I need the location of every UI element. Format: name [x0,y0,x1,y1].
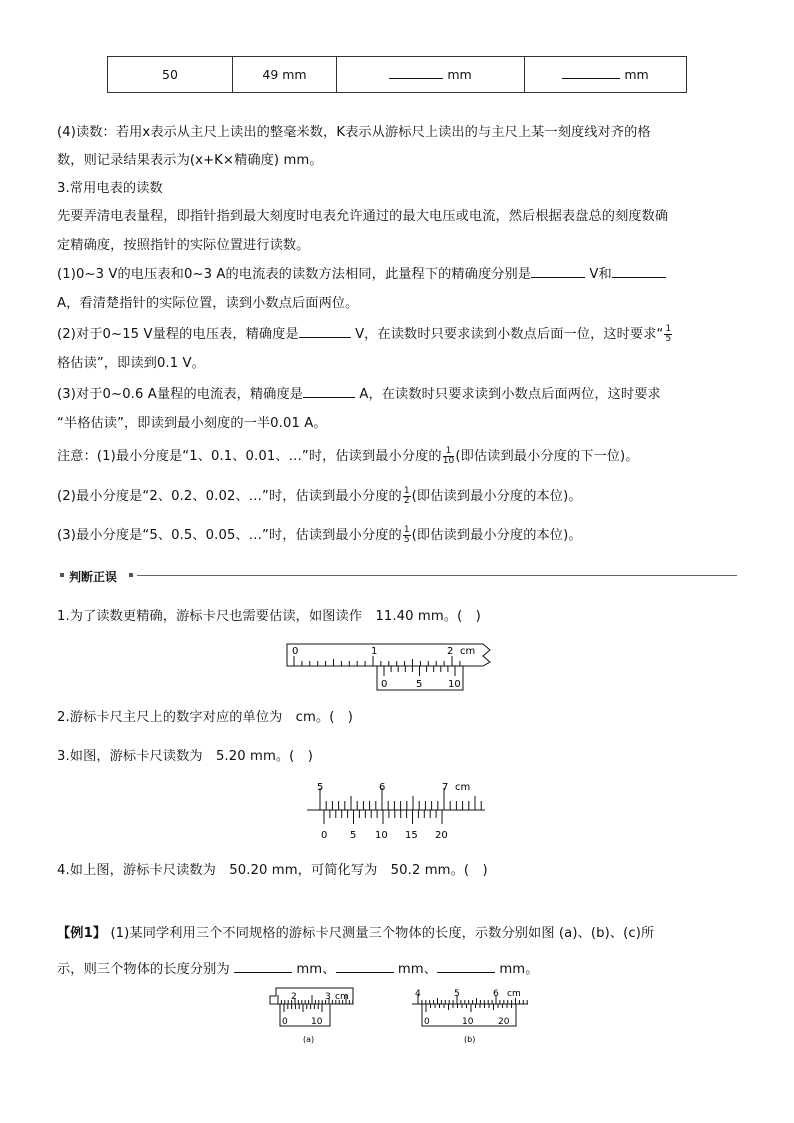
vernier-ticks [284,1004,322,1012]
text: (3)最小分度是“5、0.5、0.05、…”时，估读到最小分度的 [57,528,402,543]
main-label-6: 6 [493,989,499,999]
table-row [108,57,687,93]
text: (1)0~3 V的电压表和0~3 A的电流表的读数方法相同，此量程下的精确度分别是 [57,267,532,282]
note-line [57,524,582,545]
main-label-2: 2 [291,992,297,1002]
text: (即估读到最小分度的本位)。 [411,489,582,504]
fraction: $\frac{1}{2}$ [403,485,410,506]
caliper-figure-a [268,986,358,1046]
vernier-label-0: 0 [321,830,328,841]
answer-blank[interactable] [562,67,620,79]
main-label-5: 5 [317,782,324,793]
note-line [57,445,639,466]
vernier-ticks [426,1004,516,1012]
text: (2)最小分度是“2、0.2、0.02、…”时，估读到最小分度的 [57,489,402,504]
paragraph-line: 数，则记录结果表示为(x+K×精确度) mm。 [57,153,323,168]
section-title: 判断正误 [69,570,118,584]
divider-line [137,575,737,576]
example-line [57,922,654,941]
answer-blank[interactable] [303,386,355,398]
main-label-0: 0 [292,646,299,657]
text: (1)某同学利用三个不同规格的游标卡尺测量三个物体的长度，示数分别如图 (a)、(b)、(c)所 [110,926,655,941]
main-unit: cm [455,782,471,793]
paragraph-line: 先要弄清电表量程，即指针指到最大刻度时电表允许通过的最大电压或电流，然后根据表盘总的刻度数确 [57,209,669,224]
answer-blank[interactable] [336,961,394,973]
question-3: 3.如图，游标卡尺读数为 5.20 mm。( ) [57,749,313,764]
caliper-figure-b [410,984,530,1046]
vernier-label-10: 10 [462,1017,474,1027]
main-label-1: 1 [371,646,378,657]
vernier-label-20: 20 [498,1017,510,1027]
question-2: 2.游标卡尺主尺上的数字对应的单位为 cm。( ) [57,710,354,725]
text: 示，则三个物体的长度分别为 [57,962,230,977]
bullet-icon [129,573,133,577]
vernier-ticks [384,666,455,676]
paragraph-line [57,263,666,282]
text: (3)对于0~0.6 A量程的电流表，精确度是 [57,387,304,402]
main-label-5: 5 [454,989,460,999]
table-cell: 50 [108,57,233,93]
text: 注意：(1)最小分度是“1、0.1、0.01、…”时，估读到最小分度的 [57,449,442,464]
answer-blank[interactable] [531,266,585,278]
vernier-label-0: 0 [424,1017,430,1027]
example-line [57,958,539,977]
fraction: $\frac{1}{5}$ [665,323,672,344]
text: mm。 [499,962,539,977]
caliper-figure-2 [305,776,490,842]
bullet-icon [60,573,64,577]
main-label-7: 7 [442,782,449,793]
paragraph-line: (4)读数：若用x表示从主尺上读出的整毫米数，K表示从游标尺上读出的与主尺上某一刻度线对齐的格 [57,125,651,140]
table-cell [525,57,687,93]
text: A，在读数时只要求读到小数点后面两位，这时要求 [359,387,661,402]
main-label-2: 2 [447,646,454,657]
text: (即估读到最小分度的本位)。 [411,528,582,543]
example-label: 【例1】 [57,926,107,941]
vernier-label-5: 5 [350,830,357,841]
main-unit: cm [460,646,476,657]
question-1: 1.为了读数更精确，游标卡尺也需要估读，如图读作 11.40 mm。( ) [57,609,481,624]
vernier-label-0: 0 [282,1017,288,1027]
vernier-label-5: 5 [416,679,423,690]
figure-caption: (b) [464,1035,476,1044]
vernier-label-10: 10 [311,1017,323,1027]
text: mm、 [296,962,336,977]
unit-label: mm [624,67,649,82]
text: (2)对于0~15 V量程的电压表，精确度是 [57,327,299,342]
section-heading: 3.常用电表的读数 [57,181,163,196]
vernier-label-20: 20 [435,830,448,841]
vernier-ticks [324,810,442,824]
vernier-label-10: 10 [448,679,461,690]
answer-blank[interactable] [299,326,351,338]
main-unit: cm [507,989,521,999]
vernier-label-15: 15 [405,830,418,841]
text: mm、 [397,962,438,977]
paragraph-line: 格估读”，即读到0.1 V。 [57,356,205,371]
paragraph-line [57,323,673,344]
answer-blank[interactable] [612,266,666,278]
text: V，在读数时只要求读到小数点后面一位，这时要求“ [355,327,664,342]
paragraph-line [57,383,661,402]
main-label-3: 3 [325,992,331,1002]
caliper-figure-1 [285,640,495,692]
answer-blank[interactable] [389,67,443,79]
vernier-label-0: 0 [381,679,388,690]
paragraph-line: “半格估读”，即读到最小刻度的一半0.01 A。 [57,416,327,431]
paragraph-line: A，看清楚指针的实际位置，读到小数点后面两位。 [57,296,359,311]
question-4: 4.如上图，游标卡尺读数为 50.20 mm，可简化写为 50.2 mm。( ) [57,863,488,878]
paragraph-line: 定精确度，按照指针的实际位置进行读数。 [57,238,310,253]
section-divider [57,568,737,584]
vernier-label-10: 10 [375,830,388,841]
fraction: $\frac{1}{10}$ [442,445,455,466]
answer-blank[interactable] [234,961,292,973]
table-cell [337,57,525,93]
main-scale-ticks [294,656,460,666]
unit-label: mm [447,67,472,82]
fraction: $\frac{1}{5}$ [403,524,410,545]
figure-caption: (a) [303,1035,315,1044]
text: V和 [589,267,612,282]
note-line [57,485,582,506]
table-cell: 49 mm [233,57,337,93]
text: (即估读到最小分度的下一位)。 [455,449,639,464]
main-label-4: 4 [415,989,421,999]
main-unit: cm [335,992,349,1002]
answer-blank[interactable] [437,961,495,973]
data-table [107,56,687,93]
main-label-6: 6 [379,782,386,793]
